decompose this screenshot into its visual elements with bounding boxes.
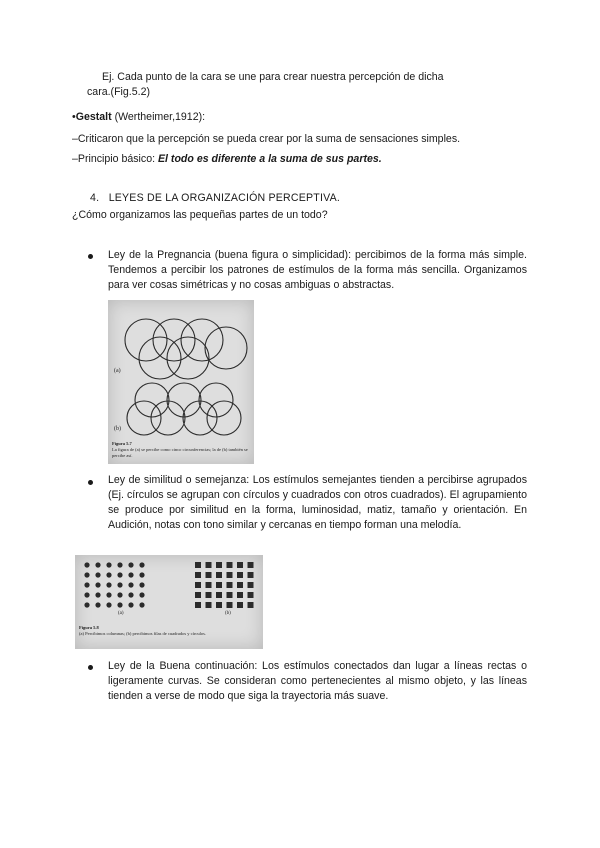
grid-square (227, 572, 233, 578)
ring-a4 (139, 337, 181, 379)
grid-square (206, 582, 212, 588)
rings-illustration (108, 300, 254, 464)
grid-dot (128, 572, 133, 577)
grid-dot (117, 582, 122, 587)
grid-square (195, 572, 201, 578)
grid-square (227, 602, 233, 608)
grid-dot (139, 592, 144, 597)
fig1-label-b: (b) (114, 426, 121, 432)
grid-dot (139, 572, 144, 577)
ring-a5 (167, 337, 209, 379)
squares-grid (195, 562, 254, 608)
grid-dot (139, 582, 144, 587)
grid-square (195, 562, 201, 568)
grid-square (237, 592, 243, 598)
example-text (87, 70, 527, 100)
section-question: ¿Cómo organizamos las pequeñas partes de un todo? (72, 209, 328, 221)
figure-similarity (75, 555, 263, 649)
grid-square (248, 572, 254, 578)
grid-square (206, 562, 212, 568)
grid-dot (84, 572, 89, 577)
fig1-caption (112, 441, 250, 459)
bullet-law-2 (88, 480, 96, 488)
example-line-1: Ej. Cada punto de la cara se une para crear nuestra percepción de dicha (102, 71, 444, 83)
figure-rings (108, 300, 254, 464)
section-heading (90, 191, 340, 206)
grid-square (237, 582, 243, 588)
ring-b6 (127, 401, 161, 435)
law-similitud: Ley de similitud o semejanza: Los estímulos semejantes tienden a percibirse agrupados (Ej. círculos se agrupan con círculos y cuadrados con otros cuadrados). El agrupamiento se produce por similitud en la forma, luminosidad, matiz, tamaño y orientación. En Audición, notas con tono similar y cercanas en tiempo forman una melodía. (108, 474, 527, 531)
grid-square (195, 582, 201, 588)
fig2-caption-title: Figura 5.8 (79, 625, 99, 630)
grid-square (216, 572, 222, 578)
fig2-caption-text: (a) Percibimos columnas; (b) percibimos filas de cuadrados y círculos. (79, 631, 206, 636)
grid-square (227, 562, 233, 568)
grid-square (195, 592, 201, 598)
grid-square (195, 602, 201, 608)
grid-dot (117, 602, 122, 607)
ring-a2 (153, 319, 195, 361)
grid-dot (128, 582, 133, 587)
law-pregnancia: Ley de la Pregnancia (buena figura o simplicidad): percibimos de la forma más simple. Tendemos a percibir los patrones de estímulos de la forma más sencilla. Organizamos para ver cosas simétricas y no cosas ambiguas o abstractas. (108, 249, 527, 291)
grid-square (216, 582, 222, 588)
grid-dot (84, 602, 89, 607)
fig2-label-a: (a) (118, 611, 124, 616)
grid-dot (117, 562, 122, 567)
ring-a1 (125, 319, 167, 361)
grid-square (216, 562, 222, 568)
ring-b7 (207, 401, 241, 435)
fig2-caption (79, 625, 259, 637)
grid-square (227, 582, 233, 588)
grid-dot (95, 602, 100, 607)
grid-dot (106, 562, 111, 567)
gestalt-ref: (Wertheimer,1912): (111, 111, 206, 123)
grid-dot (84, 582, 89, 587)
law-buena-continuacion: Ley de la Buena continuación: Los estímulos conectados dan lugar a líneas rectas o ligeramente curvas. Se consideran como pertenecientes al mismo objeto, y las líneas tienden a verse de modo que siga la trayectoria más suave. (108, 660, 527, 702)
grid-dot (95, 592, 100, 597)
grid-square (248, 562, 254, 568)
grid-dot (95, 562, 100, 567)
grid-dot (95, 582, 100, 587)
grid-square (248, 592, 254, 598)
fig2-label-b: (b) (225, 611, 231, 616)
grid-dot (106, 572, 111, 577)
grid-dot (128, 562, 133, 567)
grid-square (248, 582, 254, 588)
grid-square (237, 572, 243, 578)
bullet-law-1 (88, 254, 96, 262)
grid-dot (84, 562, 89, 567)
grid-dot (128, 602, 133, 607)
grid-square (237, 602, 243, 608)
dots-grid (84, 562, 144, 607)
grid-square (206, 572, 212, 578)
grid-dot (139, 602, 144, 607)
example-line-2: cara.(Fig.5.2) (87, 86, 150, 98)
grid-dot (128, 592, 133, 597)
grid-dot (106, 582, 111, 587)
section-number: 4. (90, 192, 100, 204)
gestalt-bullet: • (72, 111, 76, 123)
principle-prefix: –Principio básico: (72, 153, 158, 165)
grid-square (237, 562, 243, 568)
ring-a6 (205, 327, 247, 369)
grid-dot (117, 592, 122, 597)
grid-square (216, 592, 222, 598)
gestalt-line-1: –Criticaron que la percepción se pueda crear por la suma de sensaciones simples. (72, 133, 461, 145)
grid-square (227, 592, 233, 598)
section-title: LEYES DE LA ORGANIZACIÓN PERCEPTIVA. (108, 192, 340, 204)
grid-dot (106, 602, 111, 607)
gestalt-line-2 (72, 152, 382, 167)
fig1-caption-text: La figura de (a) se percibe como cinco circunferencias; la de (b) también se percibe así. (112, 447, 248, 458)
gestalt-heading (72, 110, 205, 125)
grid-square (206, 602, 212, 608)
ring-a3 (181, 319, 223, 361)
grid-square (248, 602, 254, 608)
grid-square (206, 592, 212, 598)
grid-dot (84, 592, 89, 597)
grid-dot (139, 562, 144, 567)
fig1-label-a: (a) (114, 368, 121, 374)
bullet-law-3 (88, 665, 96, 673)
grid-square (216, 602, 222, 608)
grid-dot (95, 572, 100, 577)
gestalt-name: Gestalt (75, 111, 112, 123)
fig1-caption-title: Figura 5.7 (112, 441, 132, 446)
principle-emphasis: El todo es diferente a la suma de sus partes. (157, 153, 382, 165)
grid-dot (106, 592, 111, 597)
grid-dot (117, 572, 122, 577)
